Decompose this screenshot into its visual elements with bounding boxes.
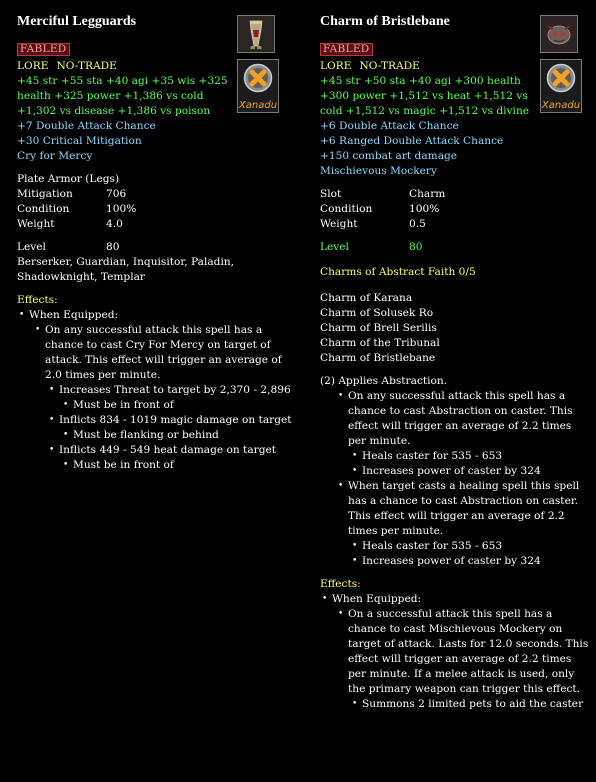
set-name: Charms of Abstract Faith 0/5	[320, 266, 476, 278]
property-key: Slot	[320, 188, 342, 200]
class-list: Berserker, Guardian, Inquisitor, Paladin, Shadowknight, Templar	[17, 256, 235, 283]
property-value: 706	[106, 188, 127, 200]
effect-line: • Heals caster for 535 - 653	[362, 449, 590, 464]
level-label: Level	[17, 241, 46, 253]
when-equipped: • When Equipped:	[29, 308, 295, 323]
level-value: 80	[106, 241, 120, 253]
property-key: Condition	[17, 203, 70, 215]
level-value: 80	[409, 241, 423, 253]
proc-description: • When target casts a healing spell this spell has a chance to cast Abstraction on caster. This effect will trigger an average of 2.2 times per minute.	[348, 479, 590, 539]
property-value: 100%	[409, 203, 440, 215]
property-value: 4.0	[106, 218, 123, 230]
xanadu-server-badge	[540, 59, 582, 113]
effect-line: • Inflicts 449 - 549 heat damage on target	[59, 443, 295, 458]
stat-block: +45 str +55 sta +40 agi +35 wis +325 health +325 power +1,386 vs cold +1,302 vs disease +1,386 vs poison	[17, 75, 228, 117]
effect-condition: • Must be flanking or behind	[73, 428, 295, 443]
property-row	[17, 202, 295, 217]
no-trade-flag: NO-TRADE	[56, 60, 117, 72]
badge-label: Xanadu	[541, 100, 581, 111]
modifier: +6 Double Attack Chance	[320, 120, 459, 132]
proc-description: • On any successful attack this spell has a chance to cast Abstraction on caster. This effect will trigger an average of 2.2 times per minute.	[348, 389, 590, 449]
modifier: +150 combat art damage	[320, 150, 458, 162]
property-row	[17, 217, 295, 232]
effects-label: Effects:	[17, 294, 58, 306]
badge-label: Xanadu	[238, 100, 278, 111]
level-label: Level	[320, 241, 349, 253]
adornment-name: Mischievous Mockery	[320, 165, 437, 177]
property-value: Charm	[409, 188, 446, 200]
effect-line: • Summons 2 limited pets to aid the caster	[362, 697, 590, 712]
item-tooltip-merciful-legguards	[17, 8, 295, 473]
property-key: Weight	[320, 218, 358, 230]
set-item: Charm of Bristlebane	[320, 352, 436, 364]
charm-item-icon[interactable]	[540, 15, 578, 53]
property-value: 0.5	[409, 218, 426, 230]
modifier: +6 Ranged Double Attack Chance	[320, 135, 504, 147]
set-item: Charm of the Tribunal	[320, 337, 440, 349]
effect-line: • Inflicts 834 - 1019 magic damage on target	[59, 413, 295, 428]
modifier: +7 Double Attack Chance	[17, 120, 156, 132]
set-item: Charm of Brell Serilis	[320, 322, 437, 334]
property-row	[320, 187, 590, 202]
legguards-item-icon[interactable]	[237, 15, 275, 53]
modifier: +30 Critical Mitigation	[17, 135, 142, 147]
level-row	[320, 240, 590, 255]
property-row	[320, 202, 590, 217]
property-row	[320, 217, 590, 232]
item-tooltip-charm-of-bristlebane	[320, 8, 590, 712]
item-title: Merciful Legguards	[17, 14, 137, 29]
xanadu-cross-icon	[546, 63, 576, 93]
effect-condition: • Must be in front of	[73, 398, 295, 413]
xanadu-server-badge	[237, 59, 279, 113]
property-key: Mitigation	[17, 188, 73, 200]
when-equipped: • When Equipped:	[332, 592, 590, 607]
property-key: Weight	[17, 218, 55, 230]
adornment-name: Cry for Mercy	[17, 150, 93, 162]
no-trade-flag: NO-TRADE	[359, 60, 420, 72]
effect-line: • Increases power of caster by 324	[362, 554, 590, 569]
effects-label: Effects:	[320, 578, 361, 590]
property-value: 100%	[106, 203, 137, 215]
lore-flag: LORE	[17, 60, 49, 72]
item-title: Charm of Bristlebane	[320, 14, 450, 29]
effect-line: • Heals caster for 535 - 653	[362, 539, 590, 554]
set-bonus-tree	[320, 389, 590, 569]
stat-block: +45 str +50 sta +40 agi +300 health +300 power +1,512 vs heat +1,512 vs cold +1,512 vs magic +1,512 vs divine	[320, 75, 530, 117]
effect-condition: • Must be in front of	[73, 458, 295, 473]
lore-flag: LORE	[320, 60, 352, 72]
effect-line: • Increases power of caster by 324	[362, 464, 590, 479]
xanadu-cross-icon	[243, 63, 273, 93]
property-row	[17, 187, 295, 202]
set-bonus: (2) Applies Abstraction.	[320, 375, 448, 387]
tier-badge: FABLED	[320, 43, 373, 56]
tier-badge: FABLED	[17, 43, 70, 56]
property-key: Condition	[320, 203, 373, 215]
set-item: Charm of Solusek Ro	[320, 307, 434, 319]
proc-description: • On any successful attack this spell has a chance to cast Cry For Mercy on target of attack. This effect will trigger an average of 2.0 times per minute.	[45, 323, 295, 383]
level-row	[17, 240, 295, 255]
set-item-list	[320, 291, 590, 366]
set-item: Charm of Karana	[320, 292, 413, 304]
effect-line: • Increases Threat to target by 2,370 - 2,896	[59, 383, 295, 398]
effects-tree	[17, 308, 295, 473]
proc-description: • On a successful attack this spell has a chance to cast Mischievous Mockery on target of attack. Lasts for 12.0 seconds. This effect will trigger an average of 2.2 times per minute. If a melee attack is used, only the primary weapon can trigger this effect.	[348, 607, 590, 697]
effects-tree	[320, 592, 590, 712]
armor-type: Plate Armor (Legs)	[17, 173, 120, 185]
